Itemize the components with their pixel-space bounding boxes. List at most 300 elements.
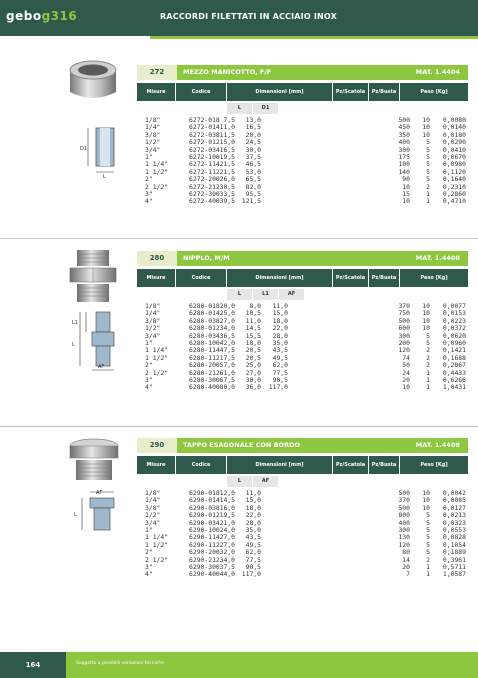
cell-codice: 6272-400: [189, 197, 220, 206]
cell-dim-2: 20,0: [245, 130, 261, 139]
sub-col-l: L: [227, 289, 252, 300]
dim-label-l1: L1: [72, 320, 78, 326]
cell-dim-1: 44,0: [219, 570, 235, 579]
cell-dim-2: 43,5: [245, 533, 261, 542]
cell-peso: 0,1688: [442, 353, 466, 362]
cell-codice: 6280-018: [189, 302, 220, 310]
page-title: RACCORDI FILETTATI IN ACCIAIO INOX: [160, 12, 338, 21]
table-row: [137, 154, 468, 161]
cell-busta: 5: [426, 548, 430, 557]
brand-logo: gebog316: [6, 9, 78, 23]
cell-dim-3: 11,0: [272, 302, 288, 310]
cell-codice: 6290-114: [189, 533, 220, 542]
cell-dim-3: 22,0: [272, 324, 288, 333]
cell-scatola: 300: [398, 525, 410, 534]
cell-peso: 0,1640: [442, 175, 466, 184]
cell-peso: 0,0980: [442, 160, 466, 169]
cell-busta: 1: [426, 368, 430, 377]
cell-busta: 1: [426, 570, 430, 579]
cell-busta: 10: [422, 116, 430, 124]
cell-misure: 3/8": [145, 503, 161, 512]
cell-peso: 1,0431: [442, 383, 466, 392]
cell-busta: 10: [422, 309, 430, 318]
col-codice: Codice: [176, 456, 226, 474]
col-peso: Peso [Kg]: [400, 456, 468, 474]
cell-dim-2: 37,5: [245, 152, 261, 161]
table-row: [137, 169, 468, 176]
cell-dim-2: 82,0: [245, 182, 261, 191]
cell-peso: 0,0372: [442, 324, 466, 333]
table-row: [137, 505, 468, 512]
col-scatola: Pz/Scatola: [333, 456, 368, 474]
cell-misure: 1/2": [145, 138, 161, 147]
cell-misure: 3/4": [145, 331, 161, 340]
table-header: [137, 83, 468, 101]
cell-dim-1: 11,5: [219, 130, 235, 139]
cell-misure: 1/2": [145, 511, 161, 520]
table-body: [137, 490, 468, 579]
col-codice: Codice: [176, 269, 226, 287]
cell-busta: 5: [426, 175, 430, 184]
section-title-row: [137, 251, 468, 266]
cell-dim-1: 17,5: [219, 353, 235, 362]
cell-misure: 2 1/2": [145, 368, 169, 377]
dim-label-l: L: [74, 512, 77, 518]
cell-misure: 4": [145, 197, 153, 206]
cell-scatola: 10: [402, 182, 410, 191]
cell-peso: 0,0828: [442, 533, 466, 542]
table-row: [137, 318, 468, 325]
cell-codice: 6272-038: [189, 130, 220, 139]
cell-peso: 0,2860: [442, 189, 466, 198]
cell-peso: 0,1889: [442, 548, 466, 557]
cell-scatola: 500: [398, 503, 410, 512]
col-busta: Pz/Busta: [369, 456, 399, 474]
cell-dim-2: 16,5: [245, 123, 261, 132]
cell-busta: 1: [426, 197, 430, 206]
table-row: [137, 557, 468, 564]
cell-peso: 0,0410: [442, 145, 466, 154]
cell-dim-3: 77,5: [272, 368, 288, 377]
cell-codice: 6272-012: [189, 138, 220, 147]
cell-codice: 6280-200: [189, 361, 220, 370]
cell-dim-2: 18,0: [245, 338, 261, 347]
cell-dim-3: 117,0: [268, 383, 288, 392]
cell-codice: 6290-300: [189, 562, 220, 571]
hex-plug-photo: [62, 436, 126, 484]
cell-busta: 5: [426, 518, 430, 527]
cell-dim-3: 15,0: [272, 309, 288, 318]
cell-scatola: 120: [398, 346, 410, 355]
table-row: [137, 520, 468, 527]
table-row: [137, 303, 468, 310]
cell-peso: 0,1120: [442, 167, 466, 176]
cell-dim-1: 24,0: [219, 525, 235, 534]
cell-dim-2: 14,5: [245, 324, 261, 333]
cell-scatola: 400: [398, 518, 410, 527]
cell-peso: 0,0127: [442, 503, 466, 512]
cell-dim-2: 20,5: [245, 346, 261, 355]
cell-scatola: 10: [402, 383, 410, 392]
cell-misure: 4": [145, 383, 153, 392]
cell-dim-1: 26,0: [219, 175, 235, 184]
cell-scatola: 10: [402, 197, 410, 206]
cell-peso: 0,0042: [442, 489, 466, 497]
cell-dim-1: 19,5: [219, 152, 235, 161]
cell-scatola: 20: [402, 375, 410, 384]
cell-busta: 1: [426, 375, 430, 384]
cell-codice: 6280-112: [189, 353, 220, 362]
cell-scatola: 15: [402, 189, 410, 198]
cell-misure: 1/8": [145, 302, 161, 310]
cell-codice: 6272-014: [189, 123, 220, 132]
cell-busta: 5: [426, 145, 430, 154]
cell-scatola: 120: [398, 540, 410, 549]
product-material: MAT. 1.4404: [415, 68, 460, 76]
cell-dim-1: 30,5: [219, 182, 235, 191]
cell-peso: 0,0080: [442, 116, 466, 124]
cell-codice: 6272-200: [189, 175, 220, 184]
product-material: MAT. 1.4408: [415, 441, 460, 449]
cell-misure: 1/4": [145, 123, 161, 132]
cell-scatola: 500: [398, 316, 410, 325]
cell-dim-1: 33,5: [219, 189, 235, 198]
cell-dim-1: 80,0: [219, 383, 235, 392]
product-title-bar: [177, 438, 468, 453]
cell-dim-1: 7,5: [223, 116, 235, 124]
sub-col-l: L: [227, 476, 252, 487]
col-dimensioni: Dimensioni [mm]: [227, 456, 332, 474]
cell-peso: 0,2310: [442, 182, 466, 191]
cell-dim-2: 53,0: [245, 167, 261, 176]
cell-peso: 1,0587: [442, 570, 466, 579]
cell-busta: 5: [426, 540, 430, 549]
cell-codice: 6272-212: [189, 182, 220, 191]
cell-codice: 6290-038: [189, 503, 220, 512]
cell-peso: 0,1421: [442, 346, 466, 355]
cell-codice: 6290-014: [189, 496, 220, 505]
table-subheader: [137, 476, 468, 487]
table-row: [137, 333, 468, 340]
cell-peso: 0,6266: [442, 375, 466, 384]
table-row: [137, 542, 468, 549]
cell-busta: 10: [422, 324, 430, 333]
half-coupling-photo: [62, 58, 124, 104]
cell-misure: 1 1/4": [145, 346, 169, 355]
cell-codice: 6280-114: [189, 346, 220, 355]
cell-scatola: 600: [398, 324, 410, 333]
cell-dim-2: 18,0: [245, 503, 261, 512]
table-row: [137, 161, 468, 168]
dim-label-af: AF: [96, 490, 103, 496]
cell-busta: 1: [426, 562, 430, 571]
cell-dim-1: 57,0: [219, 361, 235, 370]
cell-scatola: 500: [398, 489, 410, 497]
cell-misure: 1": [145, 152, 153, 161]
cell-dim-1: 11,0: [219, 123, 235, 132]
cell-scatola: 500: [398, 116, 410, 124]
table-row: [137, 549, 468, 556]
section-title-row: [137, 65, 468, 80]
cell-misure: 1/4": [145, 309, 161, 318]
cell-dim-1: 21,0: [219, 518, 235, 527]
dim-label-l: L: [72, 342, 75, 348]
sub-col-l: L: [227, 103, 252, 114]
table-row: [137, 198, 468, 205]
table-row: [137, 124, 468, 131]
table-row: [137, 340, 468, 347]
cell-scatola: 20: [402, 562, 410, 571]
col-busta: Pz/Busta: [369, 269, 399, 287]
sub-col-af: AF: [279, 289, 304, 300]
cell-busta: 10: [422, 123, 430, 132]
cell-scatola: 370: [398, 496, 410, 505]
cell-peso: 0,0213: [442, 511, 466, 520]
cell-busta: 2: [426, 361, 430, 370]
table-subheader: [137, 289, 468, 300]
table-row: [137, 527, 468, 534]
cell-dim-1: 25,0: [219, 309, 235, 318]
product-title-bar: [177, 251, 468, 266]
cell-dim-3: 18,0: [272, 316, 288, 325]
cell-dim-3: 43,5: [272, 346, 288, 355]
cell-peso: 0,0180: [442, 130, 466, 139]
cell-dim-2: 121,5: [241, 197, 261, 206]
cell-codice: 6290-012: [189, 511, 220, 520]
cell-busta: 10: [422, 302, 430, 310]
table-row: [137, 534, 468, 541]
table-row: [137, 377, 468, 384]
cell-peso: 0,0223: [442, 316, 466, 325]
hex-plug-drawing: [72, 488, 126, 534]
sub-col-d1: D1: [253, 103, 278, 114]
product-name: NIPPLO, M/M: [183, 254, 230, 262]
col-dimensioni: Dimensioni [mm]: [227, 83, 332, 101]
table-row: [137, 347, 468, 354]
cell-dim-1: 21,5: [219, 160, 235, 169]
cell-peso: 0,2867: [442, 361, 466, 370]
cell-misure: 2": [145, 361, 153, 370]
table-row: [137, 512, 468, 519]
table-row: [137, 355, 468, 362]
cell-codice: 6272-034: [189, 145, 220, 154]
cell-codice: 6280-212: [189, 368, 220, 377]
cell-scatola: 370: [398, 302, 410, 310]
cell-busta: 5: [426, 525, 430, 534]
cell-misure: 1 1/4": [145, 160, 169, 169]
half-coupling-drawing: [78, 122, 126, 178]
cell-codice: 6272-018: [189, 116, 220, 124]
cell-codice: 6290-112: [189, 540, 220, 549]
cell-dim-2: 24,5: [245, 138, 261, 147]
cell-misure: 1": [145, 525, 153, 534]
cell-dim-2: 95,5: [245, 189, 261, 198]
nipple-drawing: [72, 310, 130, 372]
cell-dim-1: 27,0: [219, 316, 235, 325]
cell-scatola: 400: [398, 138, 410, 147]
table-row: [137, 571, 468, 578]
cell-dim-2: 65,5: [245, 175, 261, 184]
cell-scatola: 300: [398, 145, 410, 154]
page-number: 164: [0, 652, 66, 678]
section-title-row: [137, 438, 468, 453]
table-row: [137, 176, 468, 183]
cell-codice: 6280-012: [189, 324, 220, 333]
cell-misure: 1/8": [145, 489, 161, 497]
cell-codice: 6290-018: [189, 489, 220, 497]
cell-scatola: 90: [402, 175, 410, 184]
cell-peso: 0,0323: [442, 518, 466, 527]
cell-busta: 10: [422, 130, 430, 139]
table-row: [137, 384, 468, 391]
cell-dim-1: 12,0: [219, 489, 235, 497]
cell-dim-3: 28,0: [272, 331, 288, 340]
table-header: [137, 269, 468, 287]
cell-peso: 0,0553: [442, 525, 466, 534]
cell-dim-3: 35,0: [272, 338, 288, 347]
table-body: [137, 303, 468, 392]
cell-peso: 0,4710: [442, 197, 466, 206]
product-name: TAPPO ESAGONALE CON BORDO: [183, 441, 301, 449]
cell-dim-3: 62,0: [272, 361, 288, 370]
cell-busta: 5: [426, 160, 430, 169]
cell-codice: 6290-400: [189, 570, 220, 579]
cell-dim-1: 27,0: [219, 540, 235, 549]
cell-busta: 10: [422, 503, 430, 512]
cell-peso: 0,0960: [442, 338, 466, 347]
table-row: [137, 564, 468, 571]
product-code: 280: [137, 251, 177, 266]
cell-dim-1: 67,5: [219, 375, 235, 384]
cell-dim-2: 30,0: [245, 145, 261, 154]
table-row: [137, 117, 468, 124]
cell-peso: 0,1054: [442, 540, 466, 549]
cell-misure: 2 1/2": [145, 182, 169, 191]
table-row: [137, 325, 468, 332]
col-scatola: Pz/Scatola: [333, 269, 368, 287]
cell-codice: 6290-212: [189, 555, 220, 564]
cell-misure: 3": [145, 562, 153, 571]
cell-scatola: 24: [402, 368, 410, 377]
cell-scatola: 100: [398, 160, 410, 169]
product-title-bar: [177, 65, 468, 80]
cell-scatola: 140: [398, 167, 410, 176]
cell-scatola: 175: [398, 152, 410, 161]
table-body: [137, 117, 468, 206]
cell-misure: 1/8": [145, 116, 161, 124]
cell-scatola: 130: [398, 533, 410, 542]
cell-busta: 1: [426, 189, 430, 198]
table-row: [137, 497, 468, 504]
cell-dim-2: 22,0: [245, 511, 261, 520]
cell-codice: 6272-114: [189, 160, 220, 169]
product-name: MEZZO MANICOTTO, F/F: [183, 68, 272, 76]
cell-dim-1: 61,0: [219, 368, 235, 377]
cell-codice: 6280-038: [189, 316, 220, 325]
cell-dim-1: 20,0: [219, 302, 235, 310]
cell-misure: 3/8": [145, 316, 161, 325]
cell-codice: 6280-014: [189, 309, 220, 318]
cell-dim-1: 32,0: [219, 548, 235, 557]
table-row: [137, 490, 468, 497]
cell-codice: 6280-100: [189, 338, 220, 347]
cell-dim-2: 49,5: [245, 540, 261, 549]
sub-col-af: AF: [253, 476, 278, 487]
cell-dim-1: 37,5: [219, 562, 235, 571]
cell-scatola: 800: [398, 511, 410, 520]
col-misure: Misure: [137, 83, 175, 101]
cell-busta: 2: [426, 555, 430, 564]
cell-busta: 5: [426, 167, 430, 176]
top-header: [0, 0, 478, 36]
cell-dim-2: 10,5: [245, 309, 261, 318]
cell-dim-1: 14,5: [219, 496, 235, 505]
sub-col-l1: L1: [253, 289, 278, 300]
cell-dim-1: 36,5: [219, 331, 235, 340]
cell-scatola: 14: [402, 555, 410, 564]
table-row: [137, 191, 468, 198]
table-row: [137, 310, 468, 317]
cell-codice: 6272-112: [189, 167, 220, 176]
cell-busta: 2: [426, 182, 430, 191]
cell-dim-1: 27,0: [219, 533, 235, 542]
cell-dim-2: 15,5: [245, 331, 261, 340]
cell-codice: 6280-400: [189, 383, 220, 392]
cell-dim-2: 11,0: [245, 316, 261, 325]
cell-misure: 2": [145, 175, 153, 184]
cell-peso: 0,0620: [442, 331, 466, 340]
table-row: [137, 132, 468, 139]
cell-misure: 2 1/2": [145, 555, 169, 564]
cell-misure: 3": [145, 375, 153, 384]
cell-dim-2: 30,0: [245, 375, 261, 384]
cell-dim-2: 77,5: [245, 555, 261, 564]
cell-scatola: 74: [402, 353, 410, 362]
cell-busta: 10: [422, 316, 430, 325]
col-dimensioni: Dimensioni [mm]: [227, 269, 332, 287]
cell-misure: 4": [145, 570, 153, 579]
cell-dim-2: 13,0: [245, 116, 261, 124]
cell-dim-1: 19,5: [219, 511, 235, 520]
dim-label-af: AF: [98, 364, 105, 370]
cell-codice: 6272-100: [189, 152, 220, 161]
product-code: 272: [137, 65, 177, 80]
col-codice: Codice: [176, 83, 226, 101]
cell-scatola: 300: [398, 331, 410, 340]
cell-dim-1: 16,5: [219, 145, 235, 154]
cell-busta: 5: [426, 331, 430, 340]
table-row: [137, 370, 468, 377]
cell-dim-1: 34,0: [219, 324, 235, 333]
table-subheader: [137, 103, 468, 114]
cell-dim-2: 25,0: [245, 361, 261, 370]
table-row: [137, 147, 468, 154]
cell-peso: 0,0077: [442, 302, 466, 310]
cell-dim-1: 47,5: [219, 346, 235, 355]
cell-scatola: 350: [398, 130, 410, 139]
product-code: 290: [137, 438, 177, 453]
cell-busta: 5: [426, 511, 430, 520]
cell-dim-1: 42,0: [219, 338, 235, 347]
section-divider: [0, 426, 478, 427]
product-material: MAT. 1.4408: [415, 254, 460, 262]
cell-misure: 3": [145, 189, 153, 198]
cell-misure: 3/8": [145, 130, 161, 139]
col-misure: Misure: [137, 269, 175, 287]
cell-dim-2: 20,5: [245, 353, 261, 362]
cell-codice: 6280-300: [189, 375, 220, 384]
table-row: [137, 184, 468, 191]
